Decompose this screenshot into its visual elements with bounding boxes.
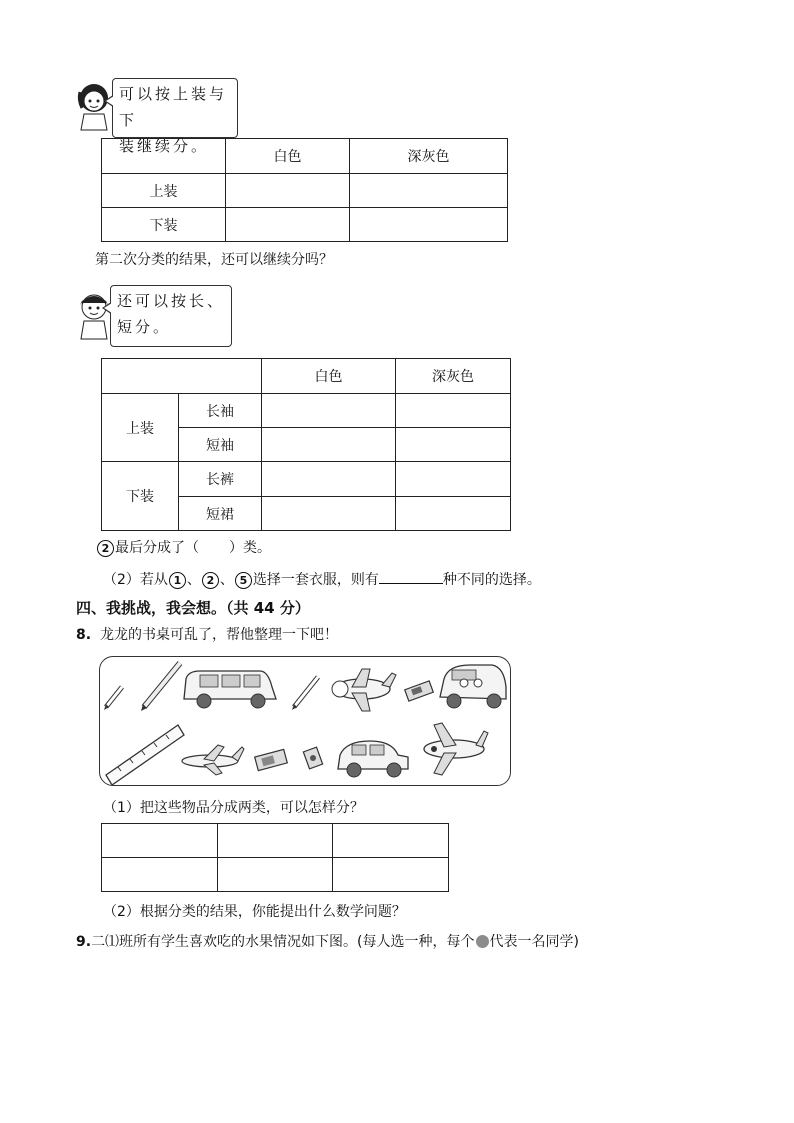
circled-number: 2 bbox=[202, 572, 219, 589]
answer-cell[interactable] bbox=[396, 462, 511, 497]
table-header-cell bbox=[102, 359, 262, 394]
answer-cell[interactable] bbox=[262, 428, 396, 462]
circled-number: 1 bbox=[169, 572, 186, 589]
eraser-icon bbox=[405, 681, 434, 701]
separator: 、 bbox=[219, 572, 234, 588]
answer-cell[interactable] bbox=[333, 858, 449, 892]
question-text: 二⑴班所有学生喜欢吃的水果情况如下图。(每人选一种，每个 bbox=[91, 934, 475, 950]
answer-cell[interactable] bbox=[262, 497, 396, 531]
answer-cell[interactable] bbox=[333, 824, 449, 858]
table-header-cell bbox=[102, 139, 226, 174]
desk-items-picture bbox=[99, 656, 511, 786]
table-length-by-color bbox=[101, 358, 511, 531]
eraser-icon bbox=[255, 749, 288, 770]
desk-items-illustration bbox=[100, 657, 510, 785]
answer-cell[interactable] bbox=[102, 858, 218, 892]
table-header-cell: 深灰色 bbox=[396, 359, 511, 394]
answer-cell[interactable] bbox=[350, 208, 508, 242]
answer-cell[interactable] bbox=[262, 394, 396, 428]
item-label: 短袖 bbox=[179, 428, 262, 462]
circled-number: 2 bbox=[97, 540, 114, 557]
question-8 bbox=[76, 624, 338, 644]
item-label: 长裤 bbox=[179, 462, 262, 497]
question-part-2 bbox=[103, 569, 541, 589]
question-9 bbox=[76, 931, 579, 951]
question-text: ）类。 bbox=[229, 540, 271, 556]
question-number: 9. bbox=[76, 934, 92, 950]
airplane-icon bbox=[182, 745, 244, 775]
car-icon bbox=[338, 741, 408, 777]
answer-blank[interactable] bbox=[379, 569, 443, 584]
boy-avatar bbox=[74, 287, 114, 341]
group-label: 下装 bbox=[102, 462, 179, 531]
question-text: 种不同的选择。 bbox=[442, 572, 541, 588]
bubble-line: 装继续分。 bbox=[119, 137, 210, 155]
question-8-part-2: （2）根据分类的结果，你能提出什么数学问题？ bbox=[103, 904, 406, 920]
table-two-categories bbox=[101, 823, 449, 892]
question-text: 龙龙的书桌可乱了，帮他整理一下吧！ bbox=[99, 627, 338, 643]
question-number: 8. bbox=[76, 627, 92, 643]
table-header-cell: 白色 bbox=[226, 139, 350, 174]
speech-bubble-girl bbox=[112, 78, 238, 155]
bubble-line: 还可以按长、 bbox=[117, 292, 226, 310]
car-icon bbox=[440, 665, 506, 708]
answer-cell[interactable] bbox=[226, 208, 350, 242]
section-heading: 四、我挑战，我会想。（共 44 分） bbox=[76, 599, 310, 617]
row-label: 上装 bbox=[102, 174, 226, 208]
question-text: （2）若从 bbox=[103, 572, 168, 588]
question-text: 最后分成了（ bbox=[115, 540, 199, 556]
pencil-icon bbox=[104, 687, 122, 710]
question-text: 选择一套衣服，则有 bbox=[252, 572, 379, 588]
question-second-classification: 第二次分类的结果，还可以继续分吗？ bbox=[95, 252, 333, 268]
item-label: 长袖 bbox=[179, 394, 262, 428]
question-text: 代表一名同学) bbox=[489, 934, 579, 950]
separator: 、 bbox=[186, 572, 201, 588]
bubble-line: 可以按上装与下 bbox=[119, 85, 228, 129]
answer-cell[interactable] bbox=[396, 428, 511, 462]
speech-bubble-boy bbox=[110, 285, 232, 347]
item-label: 短裙 bbox=[179, 497, 262, 531]
answer-cell[interactable] bbox=[262, 462, 396, 497]
circled-number: 5 bbox=[235, 572, 252, 589]
answer-cell[interactable] bbox=[102, 824, 218, 858]
gray-circle-icon bbox=[476, 935, 489, 948]
pencil-icon bbox=[292, 677, 318, 710]
airplane-icon bbox=[332, 669, 396, 711]
group-label: 上装 bbox=[102, 394, 179, 462]
answer-cell[interactable] bbox=[396, 497, 511, 531]
answer-cell[interactable] bbox=[218, 824, 333, 858]
question-8-part-1: （1）把这些物品分成两类，可以怎样分？ bbox=[103, 800, 364, 816]
answer-cell[interactable] bbox=[226, 174, 350, 208]
ruler-icon bbox=[106, 725, 184, 785]
question-final-count bbox=[96, 537, 271, 557]
airplane-icon bbox=[424, 723, 488, 775]
answer-cell[interactable] bbox=[350, 174, 508, 208]
answer-cell[interactable] bbox=[218, 858, 333, 892]
table-top-bottom-by-color bbox=[101, 138, 508, 242]
bubble-line: 短分。 bbox=[117, 318, 172, 336]
row-label: 下装 bbox=[102, 208, 226, 242]
sharpener-icon bbox=[303, 747, 322, 769]
pencil-icon bbox=[141, 663, 180, 711]
van-icon bbox=[184, 671, 276, 708]
table-header-cell: 深灰色 bbox=[350, 139, 508, 174]
table-header-cell: 白色 bbox=[262, 359, 396, 394]
answer-cell[interactable] bbox=[396, 394, 511, 428]
